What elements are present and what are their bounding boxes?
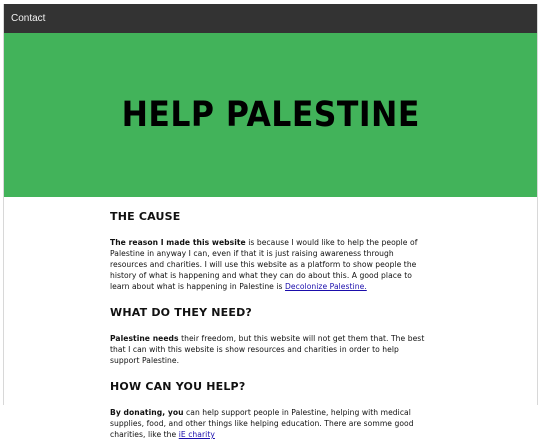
section-heading-help: HOW CAN YOU HELP? — [110, 380, 246, 393]
hero-title: HELP PALESTINE — [121, 95, 420, 135]
section-text-need — [110, 333, 430, 366]
section-text-help — [110, 407, 430, 440]
lead-text: By donating, you — [110, 408, 184, 417]
link-charity[interactable]: iE charity — [178, 430, 215, 439]
body-text: their freedom, but this website will not get them that. The best that I can with this website is show resources and charities in order to help support Palestine. — [110, 334, 425, 365]
link-decolonize-palestine[interactable]: Decolonize Palestine. — [285, 282, 367, 291]
lead-text: The reason I made this website — [110, 238, 246, 247]
hero-banner — [4, 33, 537, 197]
browser-page — [3, 4, 538, 439]
top-navbar — [4, 4, 537, 33]
section-heading-need: WHAT DO THEY NEED? — [110, 306, 253, 319]
main-content — [110, 197, 430, 440]
body-text: can help support people in Palestine, helping with medical supplies, food, and other things like helping education. There are somme good charities, like the — [110, 408, 414, 439]
section-text-cause — [110, 237, 430, 292]
lead-text: Palestine needs — [110, 334, 179, 343]
nav-link-contact[interactable]: Contact — [11, 13, 46, 24]
section-heading-cause: THE CAUSE — [110, 210, 181, 223]
body-text: is because I would like to help the people of Palestine in anyway I can, even if that it is just raising awareness through resources and charities. I will use this website as a platform to show people the history of what is happening and what they can do about this. A good place to learn about what is happening in Palestine is — [110, 238, 418, 291]
